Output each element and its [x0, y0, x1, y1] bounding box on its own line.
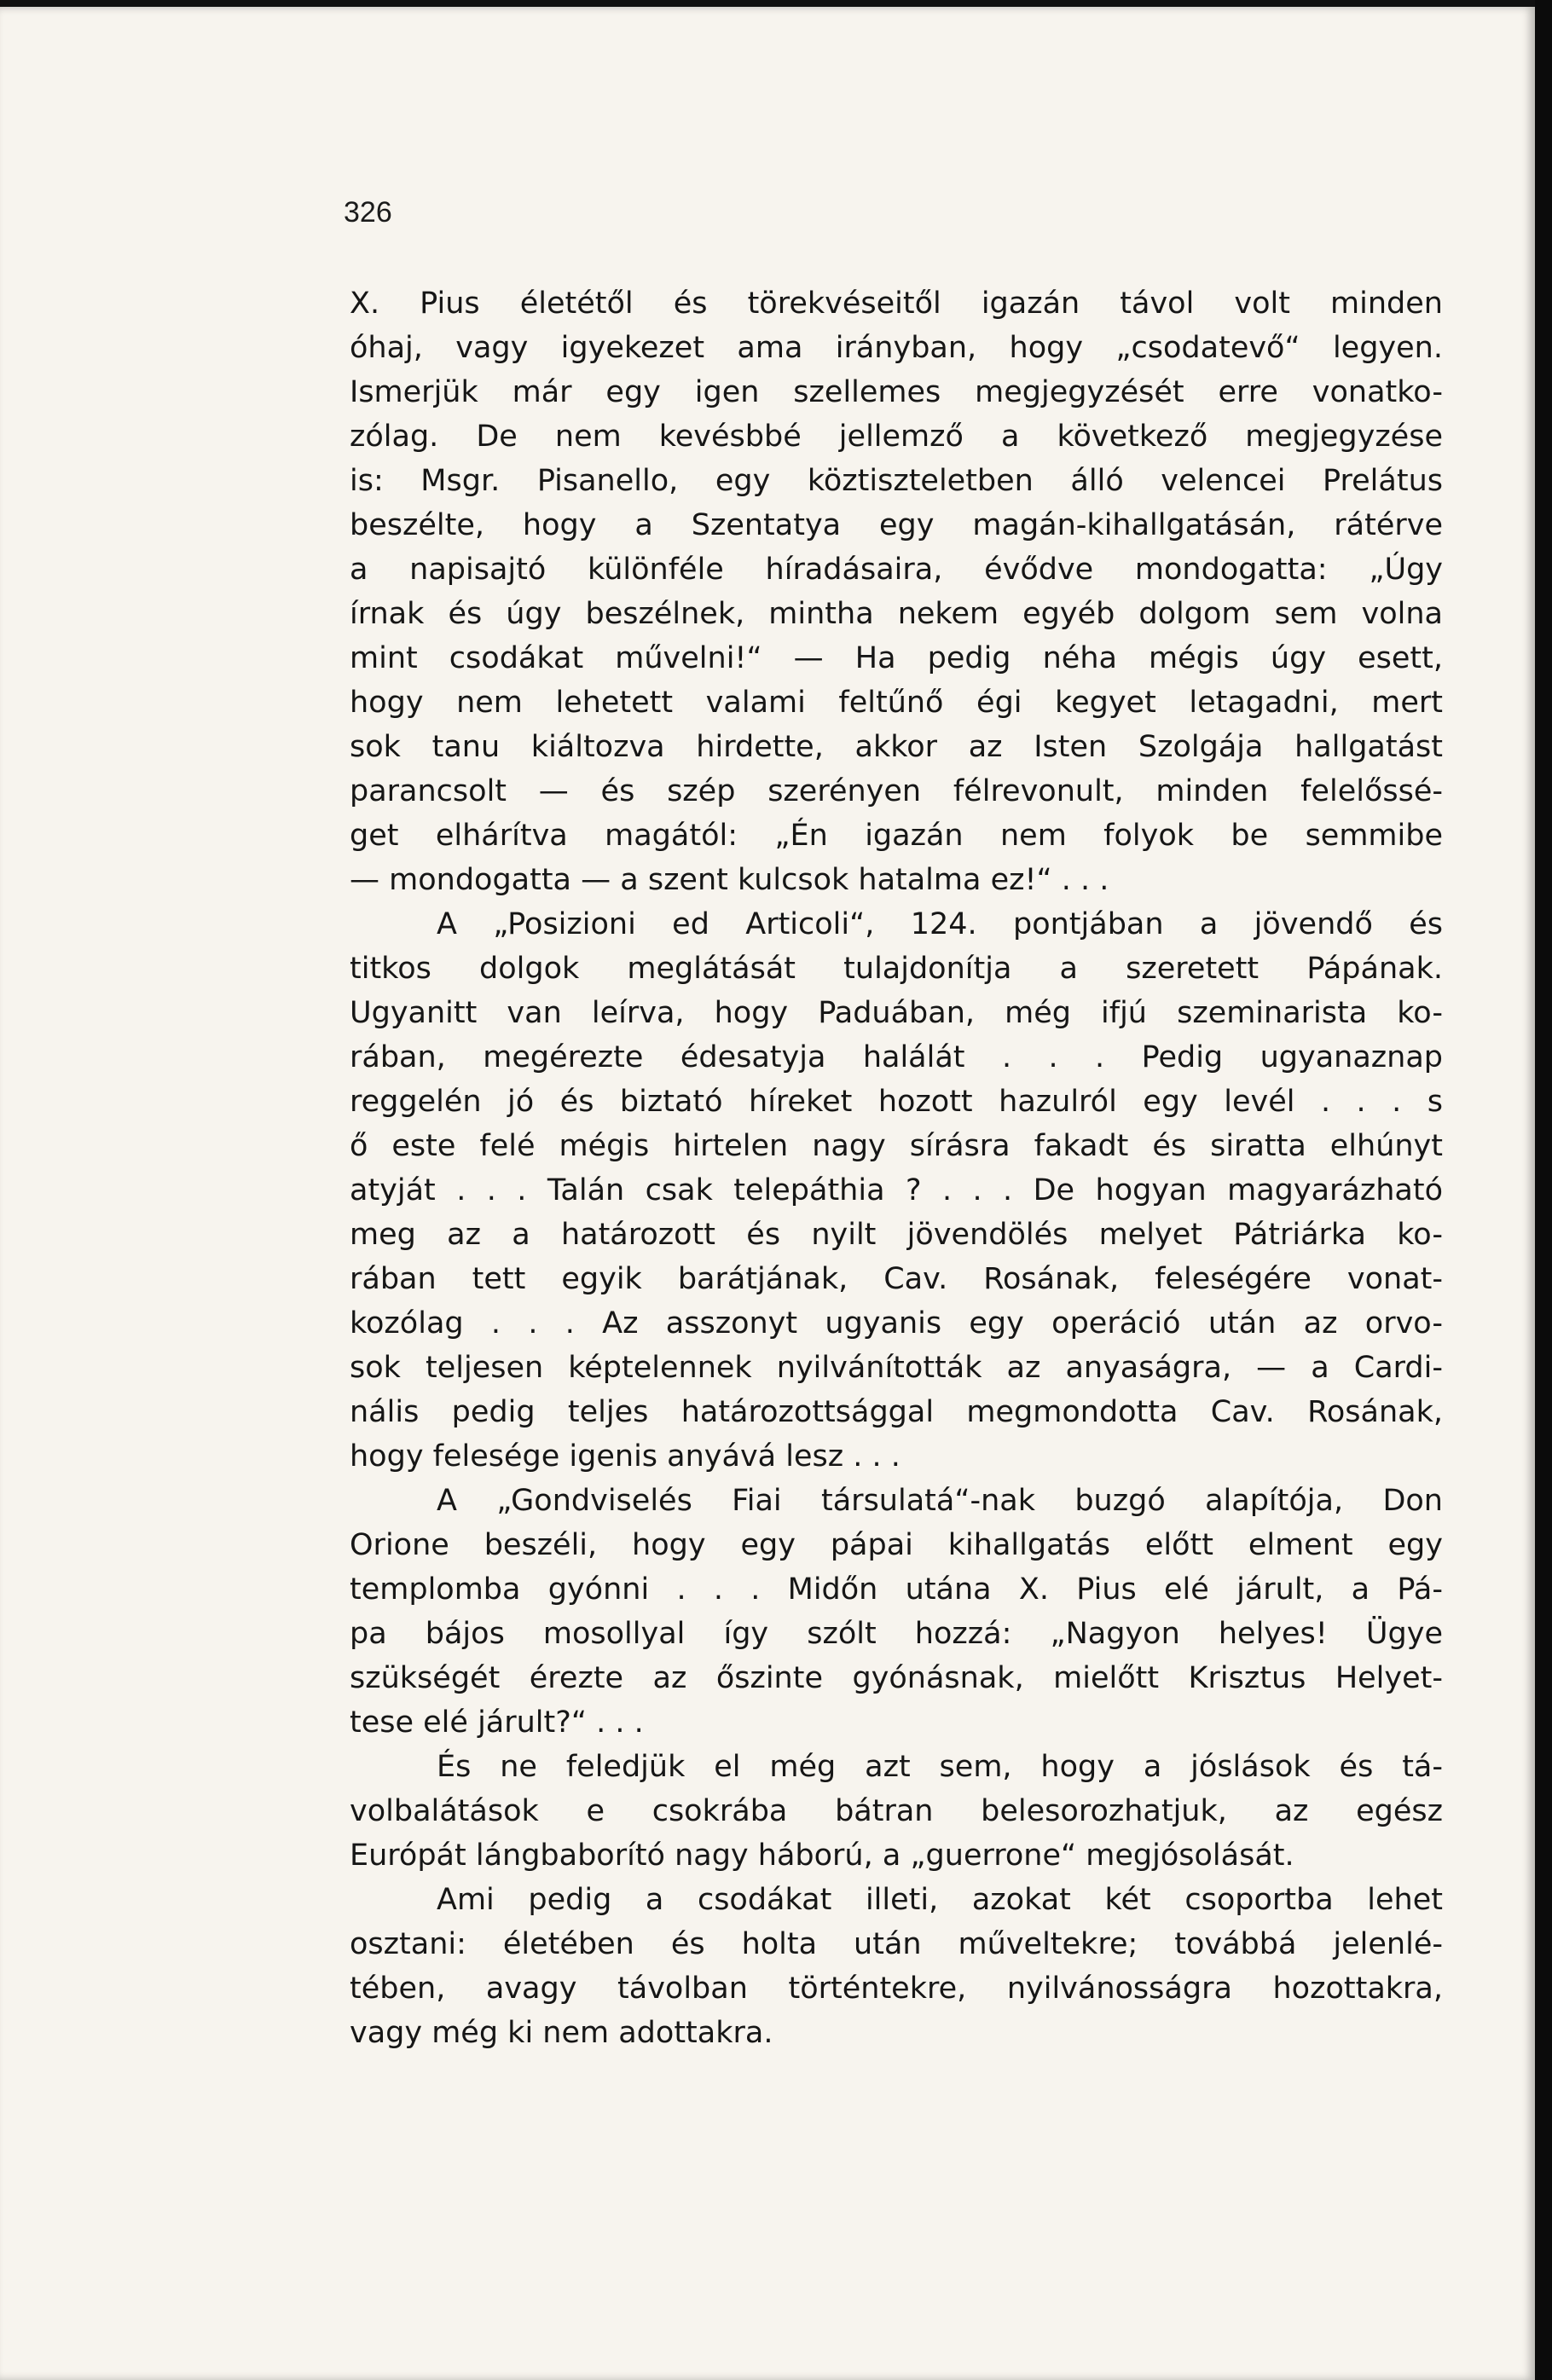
text-line: óhaj, vagy igyekezet ama irányban, hogy „csodatevő“ legyen.: [350, 331, 1443, 365]
body-text: [350, 281, 1443, 2055]
text-line: is: Msgr. Pisanello, egy köztiszteletben álló velencei Prelátus: [350, 464, 1443, 498]
text-line: X. Pius életétől és törekvéseitől igazán távol volt minden: [350, 287, 1443, 321]
text-line: hogy nem lehetett valami feltűnő égi kegyet letagadni, mert: [350, 686, 1443, 720]
text-line: írnak és úgy beszélnek, mintha nekem egyéb dolgom sem volna: [350, 597, 1443, 631]
text-line: a napisajtó különféle híradásaira, évődve mondogatta: „Úgy: [350, 553, 1443, 587]
text-line: rában tett egyik barátjának, Cav. Rosának, feleségére vonat-: [350, 1262, 1443, 1296]
text-line: zólag. De nem kevésbbé jellemző a következő megjegyzése: [350, 420, 1443, 454]
text-line: templomba gyónni . . . Midőn utána X. Pius elé járult, a Pá-: [350, 1572, 1443, 1607]
text-line: osztani: életében és holta után műveltekre; továbbá jelenlé-: [350, 1927, 1443, 1961]
text-line: Orione beszéli, hogy egy pápai kihallgatás előtt elment egy: [350, 1528, 1443, 1562]
text-line: A „Gondviselés Fiai társulatá“-nak buzgó alapítója, Don: [437, 1484, 1443, 1518]
text-line: Ugyanitt van leírva, hogy Paduában, még ifjú szeminarista ko-: [350, 996, 1443, 1030]
text-line: tében, avagy távolban történtekre, nyilvánosságra hozottakra,: [350, 1972, 1443, 2006]
text-line: beszélte, hogy a Szentatya egy magán-kihallgatásán, rátérve: [350, 508, 1443, 542]
text-line: kozólag . . . Az asszonyt ugyanis egy operáció után az orvo-: [350, 1306, 1443, 1341]
text-line: get elhárítva magától: „Én igazán nem folyok be semmibe: [350, 819, 1443, 853]
text-line: sok tanu kiáltozva hirdette, akkor az Isten Szolgája hallgatást: [350, 730, 1443, 764]
text-line: Európát lángbaborító nagy háború, a „guerrone“ megjósolását.: [350, 1839, 1294, 1873]
text-line: rában, megérezte édesatyja halálát . . . Pedig ugyanaznap: [350, 1040, 1443, 1074]
text-line: Ismerjük már egy igen szellemes megjegyzését erre vonatko-: [350, 375, 1443, 409]
text-line: meg az a határozott és nyilt jövendölés melyet Pátriárka ko-: [350, 1218, 1443, 1252]
text-line: volbalátások e csokrába bátran belesorozhatjuk, az egész: [350, 1794, 1443, 1828]
page-number: 326: [344, 196, 392, 229]
text-line: hogy felesége igenis anyává lesz . . .: [350, 1439, 901, 1474]
text-line: ő este felé mégis hirtelen nagy sírásra fakadt és siratta elhúnyt: [350, 1129, 1443, 1163]
text-line: És ne feledjük el még azt sem, hogy a jóslások és tá-: [437, 1750, 1443, 1784]
text-line: reggelén jó és biztató híreket hozott hazulról egy levél . . . s: [350, 1085, 1443, 1119]
book-page: [0, 7, 1535, 2380]
text-line: Ami pedig a csodákat illeti, azokat két csoportba lehet: [437, 1883, 1443, 1917]
text-line: szükségét érezte az őszinte gyónásnak, mielőtt Krisztus Helyet-: [350, 1661, 1443, 1695]
text-line: titkos dolgok meglátását tulajdonítja a szeretett Pápának.: [350, 952, 1443, 986]
text-line: parancsolt — és szép szerényen félrevonult, minden felelőssé-: [350, 774, 1443, 808]
text-line: — mondogatta — a szent kulcsok hatalma ez!“ . . .: [350, 863, 1109, 897]
text-line: sok teljesen képtelennek nyilvánították az anyaságra, — a Cardi-: [350, 1351, 1443, 1385]
text-line: vagy még ki nem adottakra.: [350, 2016, 773, 2050]
text-line: nális pedig teljes határozottsággal megmondotta Cav. Rosának,: [350, 1395, 1443, 1429]
scan-right-edge: [1535, 0, 1552, 2380]
text-line: pa bájos mosollyal így szólt hozzá: „Nagyon helyes! Ügye: [350, 1617, 1443, 1651]
text-line: tese elé járult?“ . . .: [350, 1705, 644, 1740]
text-line: atyját . . . Talán csak telepáthia ? . . . De hogyan magyarázható: [350, 1173, 1443, 1207]
text-line: mint csodákat művelni!“ — Ha pedig néha mégis úgy esett,: [350, 641, 1443, 675]
scan-top-edge: [0, 0, 1552, 7]
text-line: A „Posizioni ed Articoli“, 124. pontjában a jövendő és: [437, 907, 1443, 941]
